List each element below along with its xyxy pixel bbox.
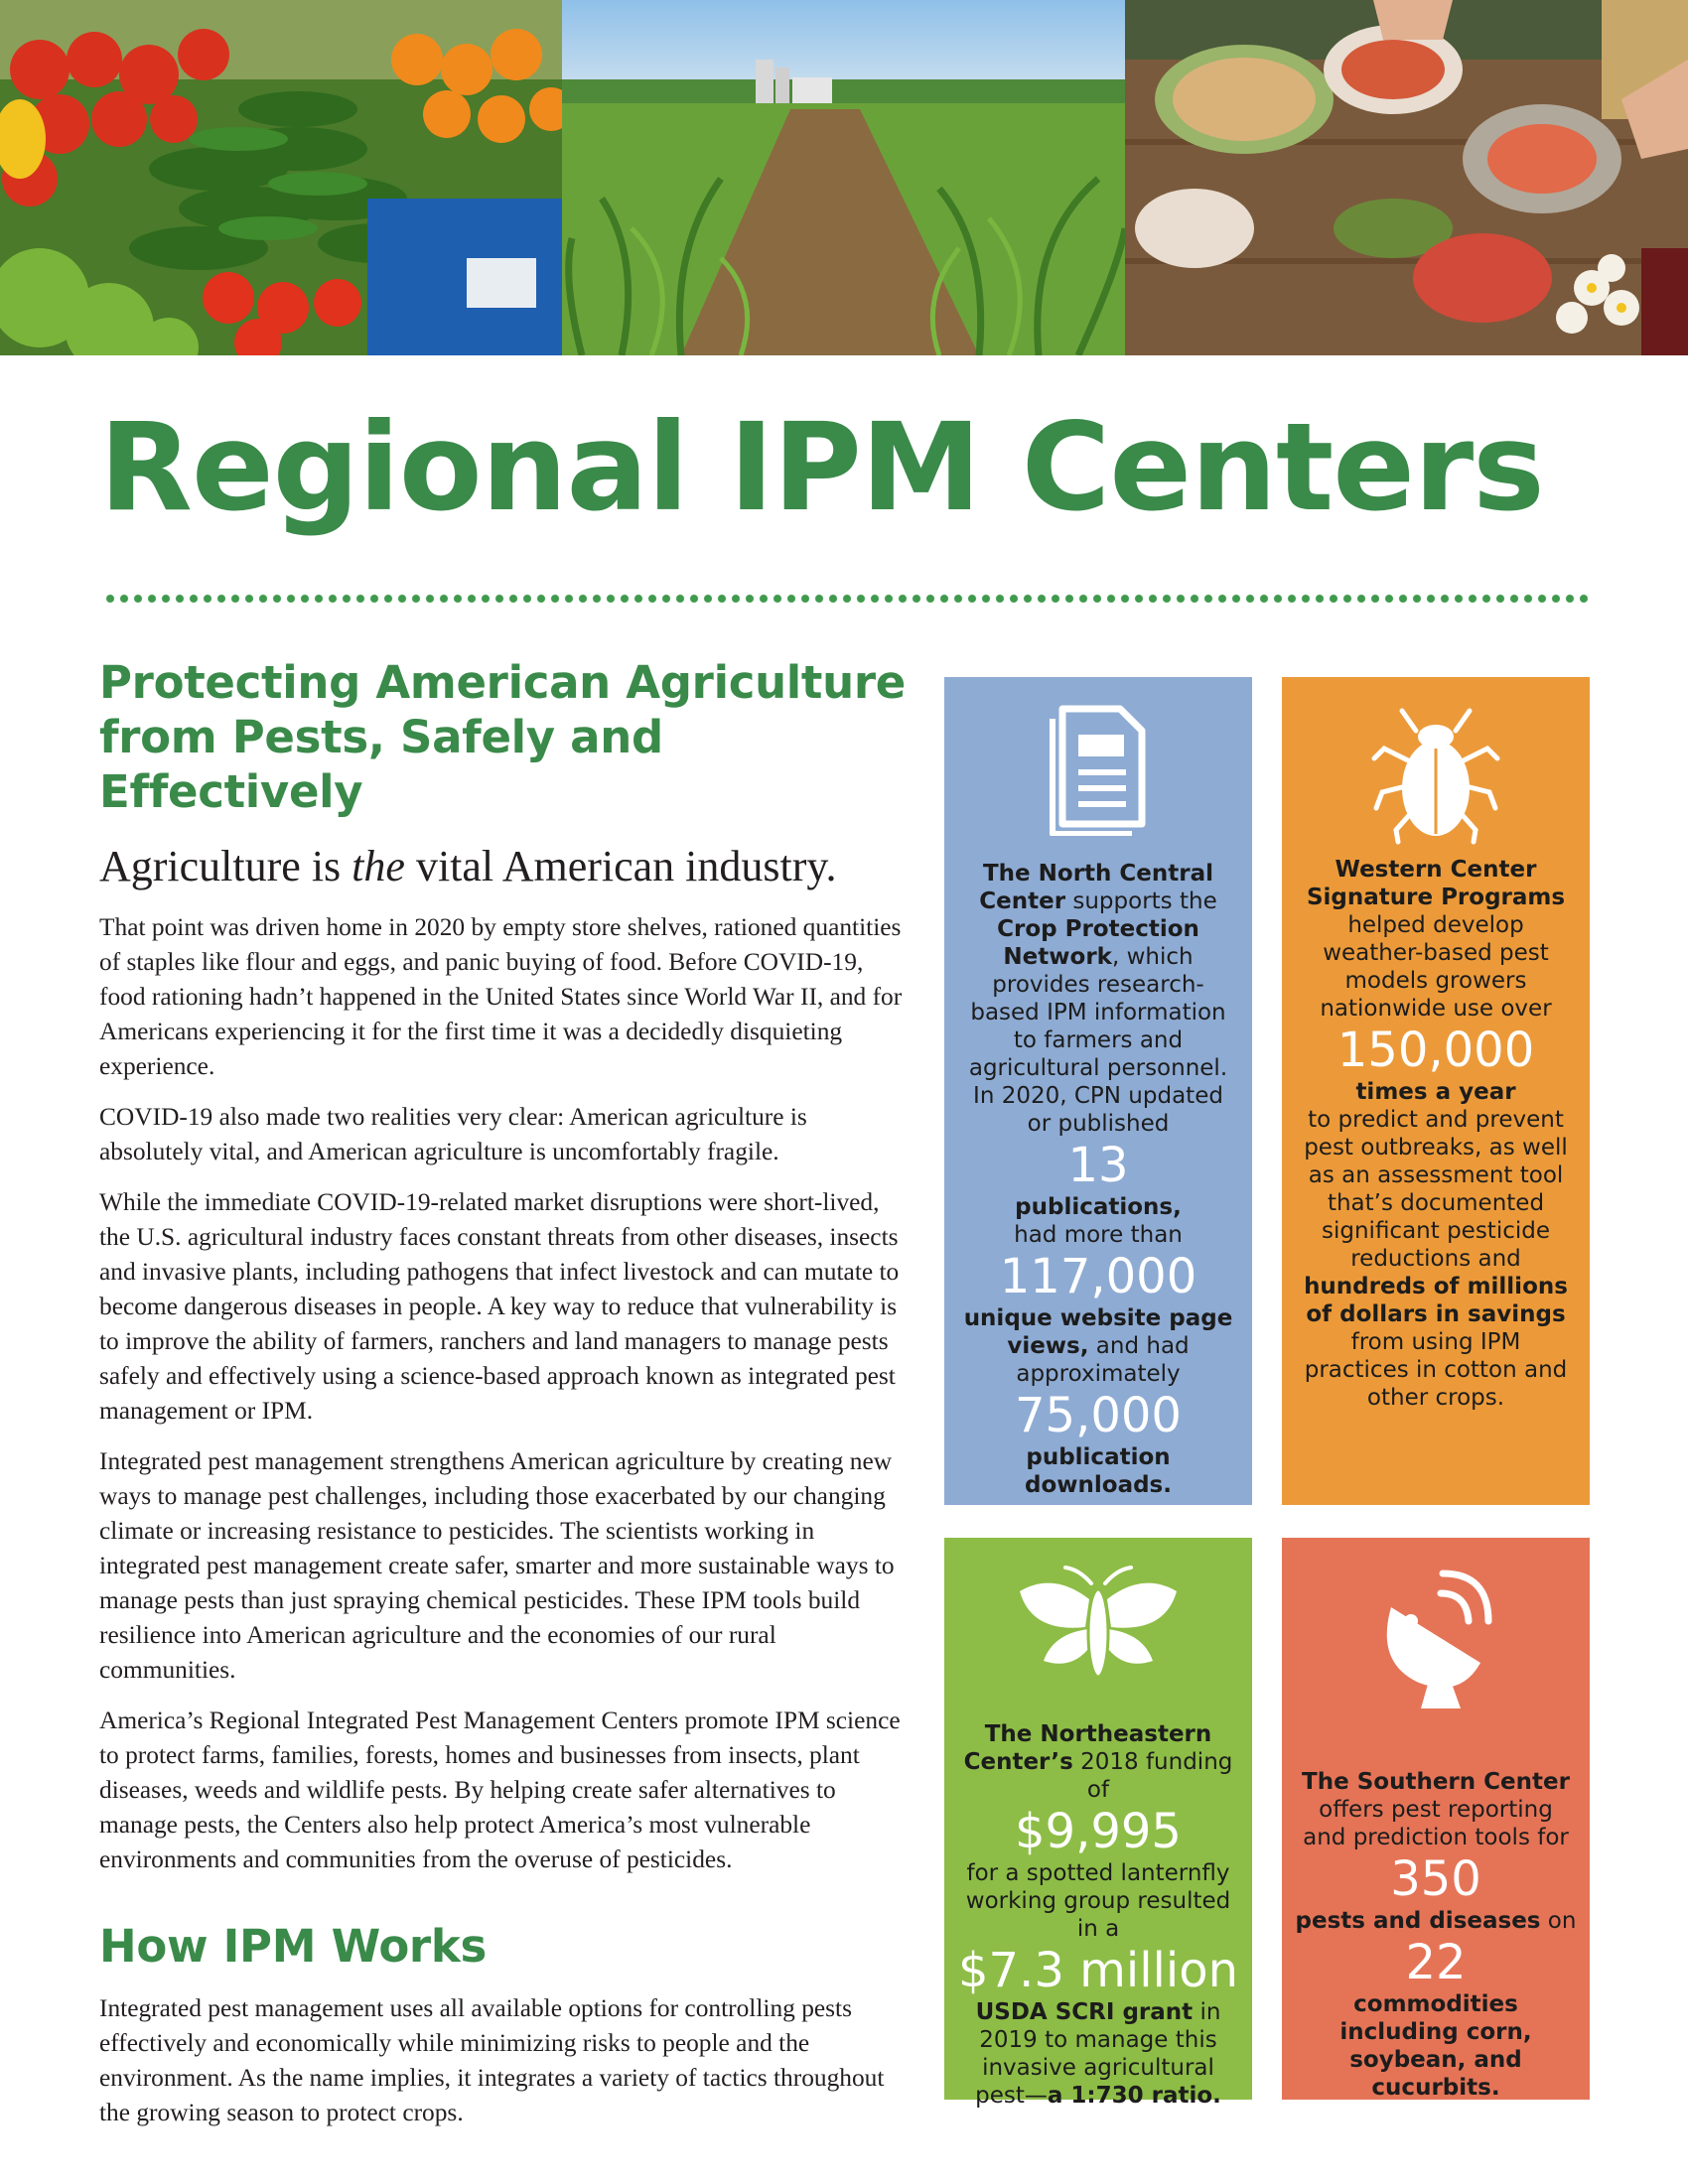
moth-icon <box>1014 1564 1183 1693</box>
fresh-produce-photo <box>0 0 562 355</box>
stat-number: 13 <box>1067 1138 1129 1193</box>
stat-number: $9,995 <box>1015 1804 1182 1859</box>
paragraph: America’s Regional Integrated Pest Management Centers promote IPM science to protect farms, families, forests, homes and businesses from insects, plant diseases, weeds and wildlife pests. By helping create safer alternatives to manage pests, the Centers also help protect America’s most vulnerable environments and communities from the overuse of pesticides. <box>99 1706 901 1873</box>
stat-number: 150,000 <box>1336 1023 1535 1078</box>
north-central-stat-box: The North Central Center supports the Crop Protection Network, which provides research-based IPM information to farmers and agricultural personnel. In 2020, CPN updated or published 13 publications, had more than 117,000 unique website page views, and had approximately 75,000 publication downloads. <box>944 677 1252 1505</box>
western-stat-box: Western Center Signature Programs helped develop weather-based pest models growers nationwide use over 150,000 times a year to predict and prevent pest outbreaks, as well as an assessment tool that’s documented significant pesticide reductions and hundreds of millions of dollars in savings from using IPM practices in cotton and other crops. <box>1282 677 1590 1505</box>
northeastern-stat-box: The Northeastern Center’s 2018 funding of $9,995 for a spotted lanternfly working group resulted in a $7.3 million USDA SCRI grant in 2019 to manage this invasive agricultural pest—a 1:730 ratio. <box>944 1538 1252 2100</box>
dotted-divider <box>103 592 1593 606</box>
southern-stat-box: The Southern Center offers pest reporting and prediction tools for 350 pests and diseases on 22 commodities including corn, soybean, and cucurbits. <box>1282 1538 1590 2100</box>
stat-number: 22 <box>1405 1935 1467 1990</box>
section-heading: Protecting American Agriculture from Pests, Safely and Effectively <box>99 656 906 818</box>
lead-sentence: Agriculture is the vital American industry. <box>99 842 837 890</box>
page-title: Regional IPM Centers <box>99 397 1544 538</box>
shared-meal-photo <box>1125 0 1688 355</box>
stat-number: 350 <box>1390 1851 1481 1907</box>
stat-number: 75,000 <box>1015 1388 1182 1443</box>
paragraph: COVID-19 also made two realities very clear: American agriculture is absolutely vital, and American agriculture is uncomfortably fragile. <box>99 1103 807 1165</box>
main-article <box>99 655 914 2130</box>
satellite-dish-icon <box>1371 1564 1500 1712</box>
cornfield-photo <box>562 0 1125 355</box>
paragraph: That point was driven home in 2020 by empty store shelves, rationed quantities of staples like flour and eggs, and panic buying of food. Before COVID-19, food rationing hadn’t happened in the United States since World War II, and for Americans experiencing it for the first time it was a decidedly disquieting experience. <box>99 913 903 1080</box>
section-heading-how-ipm-works: How IPM Works <box>99 1920 487 1973</box>
photo-banner <box>0 0 1688 355</box>
document-icon <box>1039 697 1158 836</box>
stat-number: $7.3 million <box>957 1943 1239 1998</box>
paragraph: Integrated pest management strengthens American agriculture by creating new ways to manage pest challenges, including those exacerbated by our changing climate or increasing resistance to pesticides. The scientists working in integrated pest management create safer, smarter and more sustainable ways to manage pests than just spraying chemical pesticides. These IPM tools build resilience into American agriculture and the economies of our rural communities. <box>99 1447 895 1684</box>
paragraph: Integrated pest management uses all available options for controlling pests effectively and economically while minimizing risks to people and the environment. As the name implies, it integrates a variety of tactics throughout the growing season to protect crops. <box>99 1994 885 2126</box>
stat-number: 117,000 <box>999 1249 1197 1304</box>
paragraph: While the immediate COVID-19-related market disruptions were short-lived, the U.S. agricultural industry faces constant threats from other diseases, insects and invasive plants, including pathogens that infect livestock and can mutate to become dangerous diseases in people. A key way to reduce that vulnerability is to improve the ability of farmers, ranchers and land managers to manage pests safely and effectively using a science-based approach known as integrated pest management or IPM. <box>99 1188 900 1425</box>
beetle-icon <box>1366 697 1505 846</box>
